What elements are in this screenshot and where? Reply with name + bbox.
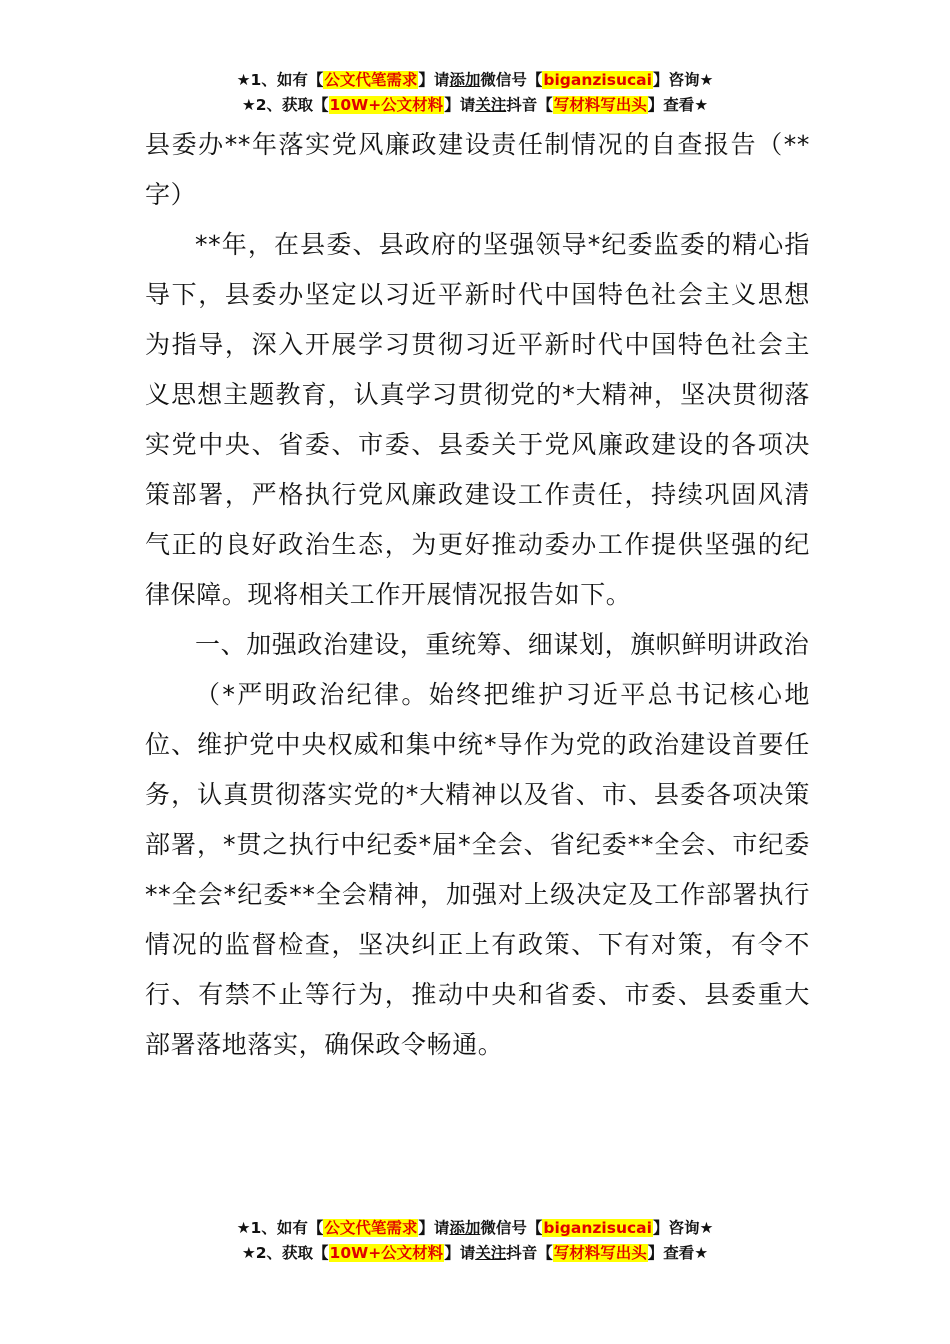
highlight-service: 公文代笔需求 <box>324 71 418 89</box>
header-banner <box>0 68 950 118</box>
footer-banner <box>0 1216 950 1266</box>
highlight-materials: 10W+公文材料 <box>329 96 444 114</box>
star-icon: ★ <box>236 1219 251 1237</box>
paragraph-political-discipline: （*严明政治纪律。始终把维护习近平总书记核心地位、维护党中央权威和集中统*导作为党的政治建设首要任务，认真贯彻落实党的*大精神以及省、市、县委各项决策部署，*贯之执行中纪委*届*全会、省纪委**全会、市纪委**全会*纪委**全会精神，加强对上级决定及工作部署执行情况的监督检查，坚决纠正上有政策、下有对策，有令不行、有禁不止等行为，推动中央和省委、市委、县委重大部署落地落实，确保政令畅通。 <box>145 680 810 1059</box>
document-title: 县委办**年落实党风廉政建设责任制情况的自查报告（**字） <box>145 130 810 209</box>
star-icon: ★ <box>699 1219 714 1237</box>
highlight-service: 公文代笔需求 <box>324 1219 418 1237</box>
star-icon: ★ <box>236 71 251 89</box>
banner-line-2: ★2、获取【10W+公文材料】请关注抖音【写材料写出头】查看★ <box>241 1244 709 1262</box>
highlight-wechat-id: biganzisucai <box>543 71 652 89</box>
banner-line-1: ★1、如有【公文代笔需求】请添加微信号【biganzisucai】咨询★ <box>236 1219 714 1237</box>
paragraph-intro: **年，在县委、县政府的坚强领导*纪委监委的精心指导下，县委办坚定以习近平新时代中国特色社会主义思想为指导，深入开展学习贯彻习近平新时代中国特色社会主义思想主题教育，认真学习贯彻党的*大精神，坚决贯彻落实党中央、省委、市委、县委关于党风廉政建设的各项决策部署，严格执行党风廉政建设工作责任，持续巩固风清气正的良好政治生态，为更好推动委办工作提供坚强的纪律保障。现将相关工作开展情况报告如下。 <box>145 230 810 609</box>
star-icon: ★ <box>694 96 709 114</box>
star-icon: ★ <box>241 96 256 114</box>
star-icon: ★ <box>694 1244 709 1262</box>
highlight-douyin-id: 写材料写出头 <box>553 96 647 114</box>
highlight-wechat-id: biganzisucai <box>543 1219 652 1237</box>
star-icon: ★ <box>699 71 714 89</box>
highlight-materials: 10W+公文材料 <box>329 1244 444 1262</box>
document-body <box>145 120 810 1070</box>
highlight-douyin-id: 写材料写出头 <box>553 1244 647 1262</box>
star-icon: ★ <box>241 1244 256 1262</box>
banner-line-1: ★1、如有【公文代笔需求】请添加微信号【biganzisucai】咨询★ <box>236 71 714 89</box>
banner-line-2: ★2、获取【10W+公文材料】请关注抖音【写材料写出头】查看★ <box>241 96 709 114</box>
section-heading-1: 一、加强政治建设，重统筹、细谋划，旗帜鲜明讲政治 <box>195 630 810 659</box>
